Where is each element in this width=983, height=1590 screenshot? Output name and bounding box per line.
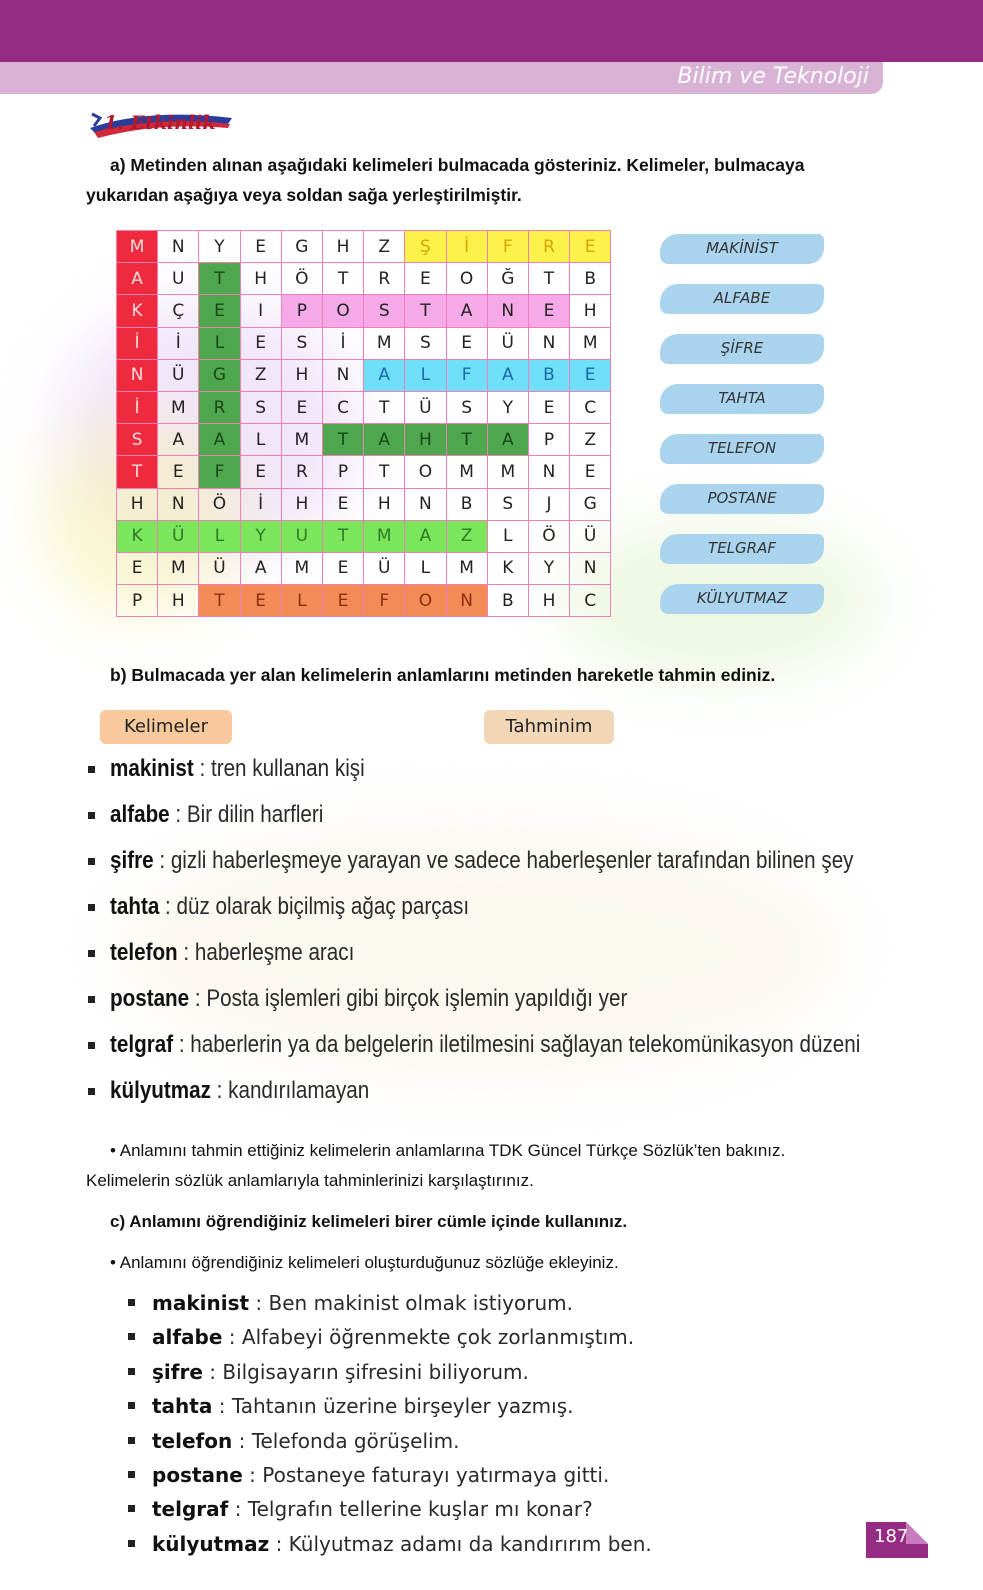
grid-row xyxy=(117,327,611,359)
grid-cell: H xyxy=(405,424,446,456)
grid-cell: G xyxy=(281,231,322,263)
grid-cell: L xyxy=(281,585,322,617)
grid-row xyxy=(117,231,611,263)
grid-cell: O xyxy=(405,585,446,617)
grid-cell: E xyxy=(446,327,487,359)
sentence-term: telefon xyxy=(152,1428,233,1453)
sentence-text: Telgrafın tellerine kuşlar mı konar? xyxy=(247,1497,593,1522)
grid-row xyxy=(117,552,611,584)
sentence-separator: : xyxy=(232,1428,252,1453)
definition-item xyxy=(88,1026,868,1072)
definition-separator: : xyxy=(159,893,177,920)
definition-term: tahta xyxy=(110,893,160,920)
grid-cell: C xyxy=(322,391,363,423)
grid-cell: E xyxy=(570,359,611,391)
sentence-separator: : xyxy=(228,1497,248,1522)
definition-item xyxy=(88,888,868,934)
grid-cell: A xyxy=(240,552,281,584)
grid-cell: E xyxy=(570,231,611,263)
grid-cell: Ö xyxy=(528,520,569,552)
grid-cell: N xyxy=(117,359,158,391)
part-c-note: • Anlamını öğrendiğiniz kelimeleri oluşturduğunuz sözlüğe ekleyiniz. xyxy=(110,1253,619,1272)
grid-cell: G xyxy=(199,359,240,391)
word-label-text: ŞİFRE xyxy=(720,339,764,357)
grid-cell: O xyxy=(446,263,487,295)
grid-cell: N xyxy=(405,488,446,520)
grid-cell: B xyxy=(570,263,611,295)
grid-cell: E xyxy=(322,488,363,520)
sentence-text: Postaneye faturayı yatırmaya gitti. xyxy=(262,1462,610,1487)
grid-cell: M xyxy=(446,552,487,584)
definition-term: postane xyxy=(110,985,190,1012)
grid-cell: E xyxy=(322,552,363,584)
grid-cell: U xyxy=(158,263,199,295)
grid-cell: M xyxy=(446,456,487,488)
grid-cell: T xyxy=(446,424,487,456)
activity-badge xyxy=(88,106,234,140)
grid-cell: İ xyxy=(240,488,281,520)
grid-cell: P xyxy=(281,295,322,327)
definition-separator: : xyxy=(153,847,171,874)
grid-row xyxy=(117,359,611,391)
grid-cell: İ xyxy=(158,327,199,359)
definition-separator: : xyxy=(189,985,207,1012)
bullet-square-icon xyxy=(128,1437,135,1444)
grid-cell: E xyxy=(405,263,446,295)
definition-separator: : xyxy=(169,801,187,828)
grid-cell: E xyxy=(240,585,281,617)
grid-cell: S xyxy=(446,391,487,423)
grid-cell: S xyxy=(117,424,158,456)
sentence-term: şifre xyxy=(152,1359,203,1384)
definition-separator: : xyxy=(193,755,211,782)
words-column-tag xyxy=(100,710,232,744)
grid-cell: G xyxy=(570,488,611,520)
grid-cell: Ö xyxy=(281,263,322,295)
word-label-text: TELGRAF xyxy=(708,539,776,557)
grid-cell: Y xyxy=(199,231,240,263)
grid-cell: Ğ xyxy=(487,263,528,295)
section-title: Bilim ve Teknoloji xyxy=(677,64,869,89)
grid-cell: U xyxy=(281,520,322,552)
grid-cell: F xyxy=(364,585,405,617)
grid-cell: M xyxy=(158,552,199,584)
grid-cell: M xyxy=(158,391,199,423)
sentence-separator: : xyxy=(269,1531,289,1556)
grid-cell: E xyxy=(199,295,240,327)
definition-text: kandırılamayan xyxy=(228,1077,370,1104)
definition-separator: : xyxy=(173,1031,191,1058)
word-label-text: POSTANE xyxy=(707,489,777,507)
bullet-square-icon xyxy=(128,1333,135,1340)
bullet-square-icon xyxy=(88,858,95,865)
grid-cell: E xyxy=(528,391,569,423)
grid-row xyxy=(117,585,611,617)
words-column-label: Kelimeler xyxy=(123,716,209,737)
grid-cell: K xyxy=(487,552,528,584)
bullet-square-icon xyxy=(88,766,95,773)
word-search-grid xyxy=(116,230,611,617)
definition-list xyxy=(88,750,868,1118)
grid-cell: M xyxy=(281,424,322,456)
definition-item xyxy=(88,1072,868,1118)
grid-cell: L xyxy=(240,424,281,456)
bullet-square-icon xyxy=(128,1299,135,1306)
sentence-separator: : xyxy=(212,1394,232,1419)
page-number-badge xyxy=(866,1522,928,1558)
grid-cell: I xyxy=(240,295,281,327)
grid-cell: M xyxy=(281,552,322,584)
word-label-text: TELEFON xyxy=(707,439,777,457)
grid-cell: T xyxy=(364,456,405,488)
definition-separator: : xyxy=(210,1077,229,1104)
grid-cell: T xyxy=(364,391,405,423)
part-a-instruction-line2: yukarıdan aşağıya veya soldan sağa yerleştirilmiştir. xyxy=(86,185,522,205)
grid-cell: A xyxy=(364,424,405,456)
grid-row xyxy=(117,424,611,456)
word-label xyxy=(660,382,830,416)
word-label xyxy=(660,282,830,316)
grid-cell: P xyxy=(528,424,569,456)
word-label xyxy=(660,432,830,466)
grid-cell: E xyxy=(322,585,363,617)
grid-cell: N xyxy=(528,456,569,488)
grid-cell: Ü xyxy=(158,520,199,552)
grid-cell: A xyxy=(158,424,199,456)
grid-cell: İ xyxy=(322,327,363,359)
grid-cell: N xyxy=(528,327,569,359)
grid-cell: A xyxy=(487,424,528,456)
definition-item xyxy=(88,980,868,1026)
grid-cell: İ xyxy=(446,231,487,263)
activity-badge-label: 1. Etkinlik xyxy=(104,112,216,134)
bullet-square-icon xyxy=(88,904,95,911)
grid-cell: T xyxy=(322,424,363,456)
grid-cell: N xyxy=(487,295,528,327)
grid-cell: M xyxy=(487,456,528,488)
grid-cell: N xyxy=(570,552,611,584)
grid-row xyxy=(117,263,611,295)
grid-cell: M xyxy=(117,231,158,263)
definition-item xyxy=(88,750,868,796)
grid-cell: H xyxy=(322,231,363,263)
sentence-separator: : xyxy=(249,1291,269,1315)
grid-cell: E xyxy=(528,295,569,327)
grid-cell: E xyxy=(281,391,322,423)
grid-cell: Ç xyxy=(158,295,199,327)
grid-cell: Ü xyxy=(364,552,405,584)
grid-cell: L xyxy=(405,552,446,584)
part-b-instruction: b) Bulmacada yer alan kelimelerin anlamlarını metinden hareketle tahmin ediniz. xyxy=(110,665,776,685)
grid-cell: B xyxy=(446,488,487,520)
grid-cell: L xyxy=(405,359,446,391)
grid-cell: O xyxy=(405,456,446,488)
grid-cell: E xyxy=(240,231,281,263)
word-label xyxy=(660,232,830,266)
grid-cell: N xyxy=(446,585,487,617)
definition-term: telgraf xyxy=(110,1031,174,1058)
grid-cell: İ xyxy=(117,327,158,359)
grid-cell: S xyxy=(240,391,281,423)
grid-cell: O xyxy=(322,295,363,327)
grid-cell: Z xyxy=(364,231,405,263)
bullet-square-icon xyxy=(128,1540,135,1547)
grid-cell: N xyxy=(158,488,199,520)
definition-text: Bir dilin harfleri xyxy=(186,801,324,828)
grid-cell: Ü xyxy=(199,552,240,584)
grid-cell: T xyxy=(117,456,158,488)
grid-cell: M xyxy=(364,327,405,359)
sentence-term: postane xyxy=(152,1462,243,1487)
grid-cell: S xyxy=(487,488,528,520)
dictionary-note-line1: • Anlamını tahmin ettiğiniz kelimelerin anlamlarına TDK Güncel Türkçe Sözlük’ten bakınız. xyxy=(110,1141,786,1160)
bullet-square-icon xyxy=(88,1042,95,1049)
grid-cell: R xyxy=(199,391,240,423)
bullet-square-icon xyxy=(128,1471,135,1478)
sentence-separator: : xyxy=(242,1462,263,1487)
grid-row xyxy=(117,391,611,423)
grid-cell: M xyxy=(570,327,611,359)
bullet-square-icon xyxy=(128,1402,135,1409)
grid-row xyxy=(117,488,611,520)
bullet-square-icon xyxy=(88,812,95,819)
sentence-separator: : xyxy=(222,1325,242,1350)
grid-cell: S xyxy=(281,327,322,359)
word-label-text: KÜLYUTMAZ xyxy=(696,589,788,607)
grid-cell: R xyxy=(281,456,322,488)
sentence-term: alfabe xyxy=(152,1325,223,1350)
grid-cell: Y xyxy=(528,552,569,584)
grid-cell: T xyxy=(322,263,363,295)
grid-cell: C xyxy=(570,585,611,617)
grid-cell: İ xyxy=(117,391,158,423)
grid-cell: T xyxy=(199,263,240,295)
definition-item xyxy=(88,796,868,842)
grid-cell: E xyxy=(570,456,611,488)
grid-cell: Y xyxy=(487,391,528,423)
word-label-text: TAHTA xyxy=(718,389,766,407)
definition-text: düz olarak biçilmiş ağaç parçası xyxy=(176,893,470,920)
grid-cell: S xyxy=(405,327,446,359)
grid-cell: Z xyxy=(446,520,487,552)
grid-cell: A xyxy=(487,359,528,391)
sentence-text: Ben makinist olmak istiyorum. xyxy=(268,1291,573,1315)
bullet-square-icon xyxy=(128,1368,135,1375)
definition-text: tren kullanan kişi xyxy=(210,755,365,782)
grid-cell: R xyxy=(528,231,569,263)
definition-term: alfabe xyxy=(110,801,170,828)
sentence-term: makinist xyxy=(152,1291,250,1315)
grid-cell: Ü xyxy=(570,520,611,552)
grid-cell: H xyxy=(364,488,405,520)
grid-cell: L xyxy=(199,327,240,359)
grid-cell: E xyxy=(240,456,281,488)
grid-cell: H xyxy=(570,295,611,327)
definition-term: telefon xyxy=(110,939,178,966)
bullet-square-icon xyxy=(88,996,95,1003)
grid-cell: F xyxy=(199,456,240,488)
bullet-square-icon xyxy=(88,950,95,957)
guess-column-label: Tahminim xyxy=(505,716,593,737)
word-label xyxy=(660,582,830,616)
grid-cell: A xyxy=(405,520,446,552)
grid-cell: A xyxy=(199,424,240,456)
grid-cell: A xyxy=(117,263,158,295)
grid-cell: H xyxy=(528,585,569,617)
grid-cell: J xyxy=(528,488,569,520)
definition-text: haberlerin ya da belgelerin iletilmesini sağlayan telekomünikasyon düzeni xyxy=(190,1031,861,1058)
definition-item xyxy=(88,842,868,888)
grid-cell: A xyxy=(364,359,405,391)
section-banner xyxy=(0,62,883,94)
bullet-square-icon xyxy=(88,1088,95,1095)
grid-cell: M xyxy=(364,520,405,552)
grid-cell: L xyxy=(199,520,240,552)
definition-text: Posta işlemleri gibi birçok işlemin yapıldığı yer xyxy=(206,985,628,1012)
grid-cell: N xyxy=(322,359,363,391)
definition-text: haberleşme aracı xyxy=(194,939,355,966)
grid-cell: E xyxy=(117,552,158,584)
grid-cell: T xyxy=(405,295,446,327)
word-list xyxy=(660,232,830,632)
word-label-text: ALFABE xyxy=(713,289,771,307)
grid-row xyxy=(117,456,611,488)
grid-cell: Z xyxy=(570,424,611,456)
dictionary-note-line2: Kelimelerin sözlük anlamlarıyla tahminlerinizi karşılaştırınız. xyxy=(86,1171,534,1190)
grid-cell: C xyxy=(570,391,611,423)
grid-cell: B xyxy=(487,585,528,617)
sentence-separator: : xyxy=(202,1359,223,1384)
grid-cell: P xyxy=(322,456,363,488)
grid-cell: F xyxy=(446,359,487,391)
grid-cell: T xyxy=(322,520,363,552)
grid-row xyxy=(117,520,611,552)
sentence-text: Külyutmaz adamı da kandırırım ben. xyxy=(288,1531,652,1556)
grid-cell: H xyxy=(281,359,322,391)
grid-cell: H xyxy=(117,488,158,520)
grid-cell: Z xyxy=(240,359,281,391)
sentence-text: Tahtanın üzerine birşeyler yazmış. xyxy=(231,1394,574,1419)
word-label xyxy=(660,482,830,516)
definition-item xyxy=(88,934,868,980)
grid-cell: F xyxy=(487,231,528,263)
word-label xyxy=(660,532,830,566)
sentence-term: tahta xyxy=(152,1394,213,1419)
sentence-text: Alfabeyi öğrenmekte çok zorlanmıştım. xyxy=(241,1325,635,1350)
grid-cell: H xyxy=(240,263,281,295)
definition-text: gizli haberleşmeye yarayan ve sadece haberleşenler tarafından bilinen şey xyxy=(170,847,854,874)
definition-term: şifre xyxy=(110,847,154,874)
grid-cell: T xyxy=(199,585,240,617)
grid-cell: T xyxy=(528,263,569,295)
guess-column-tag xyxy=(484,710,614,744)
grid-cell: E xyxy=(240,327,281,359)
grid-cell: H xyxy=(158,585,199,617)
definition-term: makinist xyxy=(110,755,194,782)
grid-cell: K xyxy=(117,295,158,327)
sentence-text: Telefonda görüşelim. xyxy=(251,1428,460,1453)
grid-row xyxy=(117,295,611,327)
grid-cell: Ş xyxy=(405,231,446,263)
part-a-instruction-line1: a) Metinden alınan aşağıdaki kelimeleri bulmacada gösteriniz. Kelimeler, bulmacaya xyxy=(110,155,805,175)
grid-cell: H xyxy=(281,488,322,520)
grid-cell: Y xyxy=(240,520,281,552)
word-label xyxy=(660,332,830,366)
grid-cell: S xyxy=(364,295,405,327)
grid-cell: Ü xyxy=(158,359,199,391)
grid-cell: Ü xyxy=(405,391,446,423)
grid-cell: B xyxy=(528,359,569,391)
word-label-text: MAKİNİST xyxy=(706,239,778,257)
grid-cell: K xyxy=(117,520,158,552)
sentence-term: külyutmaz xyxy=(152,1531,270,1556)
definition-separator: : xyxy=(177,939,195,966)
grid-cell: R xyxy=(364,263,405,295)
grid-cell: E xyxy=(158,456,199,488)
grid-cell: P xyxy=(117,585,158,617)
part-c-instruction: c) Anlamını öğrendiğiniz kelimeleri birer cümle içinde kullanınız. xyxy=(110,1212,628,1231)
page-number: 187 xyxy=(874,1526,909,1547)
definition-term: külyutmaz xyxy=(110,1077,211,1104)
grid-cell: N xyxy=(158,231,199,263)
bullet-square-icon xyxy=(128,1505,135,1512)
sentence-text: Bilgisayarın şifresini biliyorum. xyxy=(222,1359,529,1384)
grid-cell: Ü xyxy=(487,327,528,359)
grid-cell: Ö xyxy=(199,488,240,520)
sentence-term: telgraf xyxy=(152,1497,229,1522)
grid-cell: A xyxy=(446,295,487,327)
grid-cell: L xyxy=(487,520,528,552)
header-bar xyxy=(0,0,983,62)
